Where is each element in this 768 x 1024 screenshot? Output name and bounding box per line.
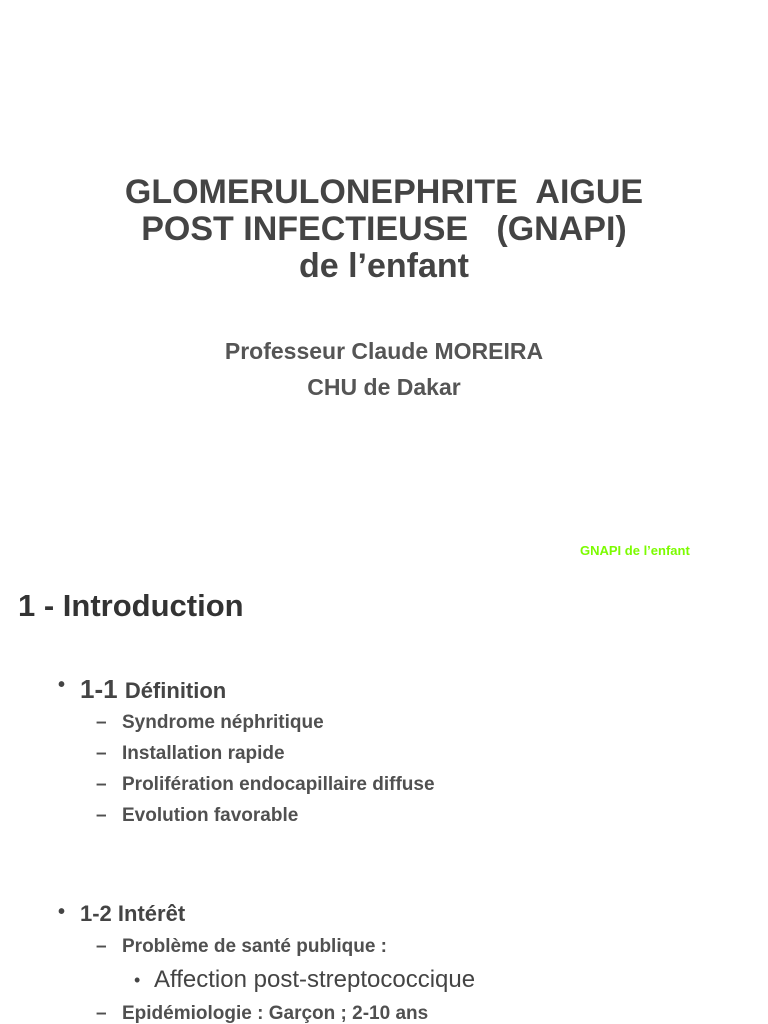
bullet-icon: • <box>134 970 141 991</box>
bullet-interet <box>58 901 185 927</box>
bullet-definition <box>58 674 226 705</box>
dash-icon: – <box>96 936 107 957</box>
list-item-text: Problème de santé publique : <box>122 936 387 957</box>
bullet-icon: • <box>58 674 66 696</box>
author-name: Professeur Claude MOREIRA <box>224 338 544 364</box>
dash-icon: – <box>96 1003 107 1024</box>
dash-icon: – <box>96 743 107 764</box>
slide-subtitle <box>0 333 768 405</box>
title-line-2: POST INFECTIEUSE (GNAPI) <box>141 210 627 248</box>
dash-icon: – <box>96 774 107 795</box>
list-item-text: Syndrome néphritique <box>122 712 324 733</box>
slide-footer: GNAPI de l’enfant <box>580 543 690 558</box>
sub-list-item-text: Affection post-streptococcique <box>154 966 476 993</box>
list-item <box>96 743 285 765</box>
title-line-1: GLOMERULONEPHRITE AIGUE <box>124 173 644 211</box>
sub-list-item <box>134 966 475 994</box>
list-item-text: Installation rapide <box>122 743 285 764</box>
list-item <box>96 1003 428 1024</box>
bullet-label: Définition <box>124 678 227 703</box>
introduction-slide <box>0 576 768 1024</box>
institution: CHU de Dakar <box>307 374 461 400</box>
dash-icon: – <box>96 805 107 826</box>
list-item <box>96 712 324 734</box>
slide-title <box>0 174 768 285</box>
bullet-label: 1-2 Intérêt <box>80 901 186 926</box>
list-item-text: Epidémiologie : Garçon ; 2-10 ans <box>122 1003 429 1024</box>
list-item <box>96 805 298 827</box>
list-item <box>96 936 387 958</box>
bullet-number: 1-1 <box>80 674 118 704</box>
list-item-text: Evolution favorable <box>122 805 299 826</box>
title-line-3: de l’enfant <box>298 247 470 285</box>
dash-icon: – <box>96 712 107 733</box>
list-item <box>96 774 435 796</box>
bullet-icon: • <box>58 901 66 923</box>
section-title: 1 - Introduction <box>18 588 244 623</box>
list-item-text: Prolifération endocapillaire diffuse <box>122 774 435 795</box>
